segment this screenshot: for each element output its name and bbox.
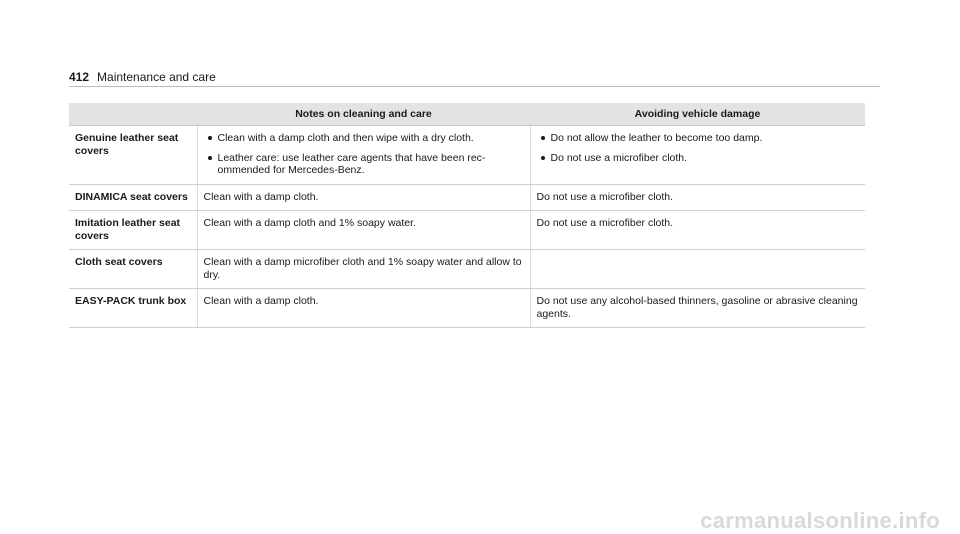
table-row: [69, 289, 865, 328]
care-cell: Clean with a damp cloth.: [197, 289, 530, 328]
watermark: carmanualsonline.info: [700, 508, 940, 533]
table-header-row: [69, 103, 865, 126]
list-item: Leather care: use leather care agents that have been recommended for Mercedes-Benz.: [204, 152, 524, 177]
care-cell: Clean with a damp cloth.: [197, 184, 530, 211]
row-label: Genuine leather seat covers: [69, 126, 197, 185]
damage-cell: Do not use a microfiber cloth.: [530, 184, 865, 211]
table-row: [69, 126, 865, 185]
page-header: [69, 70, 880, 87]
table-row: [69, 211, 865, 250]
section-title: Maintenance and care: [97, 70, 216, 84]
damage-cell: Do not use a microfiber cloth.: [530, 211, 865, 250]
page-number: 412: [69, 70, 90, 84]
damage-cell: [530, 250, 865, 289]
damage-list: [537, 132, 860, 164]
list-item: Do not allow the leather to become too damp.: [537, 132, 860, 145]
care-cell: Clean with a damp cloth and 1% soapy water.: [197, 211, 530, 250]
table-row: [69, 250, 865, 289]
care-cell: Clean with a damp microfiber cloth and 1% soapy water and allow to dry.: [197, 250, 530, 289]
header-blank: [69, 103, 197, 126]
care-list: [204, 132, 524, 177]
list-item: Clean with a damp cloth and then wipe with a dry cloth.: [204, 132, 524, 145]
care-cell: [197, 126, 530, 185]
row-label: Cloth seat covers: [69, 250, 197, 289]
list-item: Do not use a microfiber cloth.: [537, 152, 860, 165]
care-table: [69, 103, 865, 328]
row-label: Imitation leather seat covers: [69, 211, 197, 250]
table-row: [69, 184, 865, 211]
header-avoid-damage: Avoiding vehicle damage: [530, 103, 865, 126]
damage-cell: Do not use any alcohol-based thinners, gasoline or abrasive cleaning agents.: [530, 289, 865, 328]
header-cleaning-notes: Notes on cleaning and care: [197, 103, 530, 126]
row-label: EASY-PACK trunk box: [69, 289, 197, 328]
damage-cell: [530, 126, 865, 185]
row-label: DINAMICA seat covers: [69, 184, 197, 211]
